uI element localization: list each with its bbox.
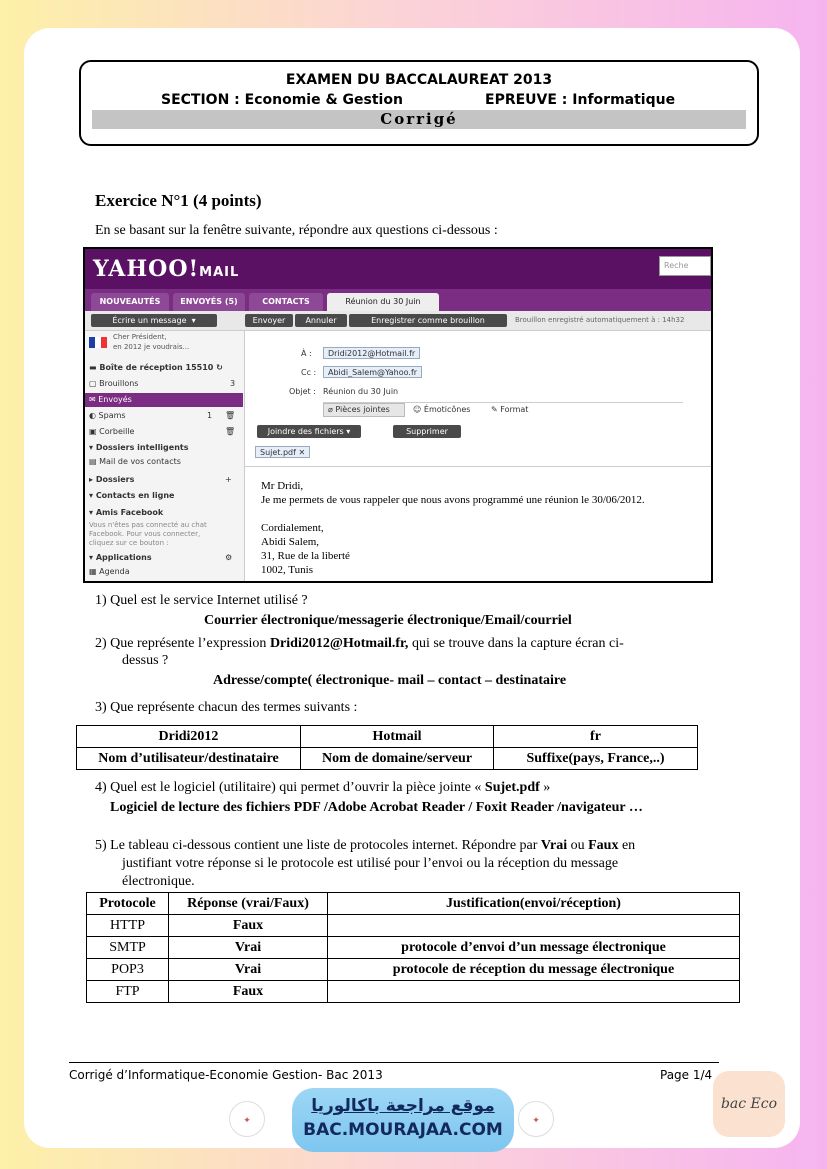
table-row: FTP Faux [87,981,740,1003]
drafts-count: 3 [230,379,236,388]
yahoo-mail-logo: YAHOO!MAIL [93,256,240,282]
promo-line-2: en 2012 je voudrais... [113,343,190,351]
question-4: 4) Quel est le logiciel (utilitaire) qui permet d’ouvrir la pièce jointe « Sujet.pdf » [95,780,551,795]
mail-header-bar [85,249,711,289]
contacts-icon: ▤ [89,457,97,466]
fb-note-3: cliquez sur ce bouton : [89,539,169,547]
exam-section: SECTION : Economie & Gestion [161,92,403,108]
term-value-domain: Nom de domaine/serveur [301,748,494,770]
tab-reunion[interactable]: Réunion du 30 Juin [327,293,439,311]
mail-tabs [85,289,711,311]
table-row: SMTP Vrai protocole d’envoi d’un message électronique [87,937,740,959]
mail-toolbar [85,311,711,331]
question-3: 3) Que représente chacun des termes suivants : [95,700,358,715]
footer-title: Corrigé d’Informatique-Economie Gestion- Bac 2013 [69,1068,383,1082]
protocol-table [86,892,740,1003]
footer-rule [69,1062,719,1063]
exam-title: EXAMEN DU BACCALAUREAT 2013 [285,72,553,88]
mail-sidebar [85,331,245,583]
corrige-banner: Corrigé [92,110,746,129]
sidebar-folders[interactable]: ▸ Dossiers [89,475,135,484]
sidebar-item-inbox[interactable]: ▬ Boîte de réception 15510 ↻ [89,363,223,372]
gear-icon[interactable]: ⚙ [225,553,233,562]
shield-icon: ◐ [89,411,96,420]
question-2-cont: dessus ? [122,653,169,668]
smiley-icon: ☺ [413,405,422,414]
answer-4: Logiciel de lecture des fichiers PDF /Adobe Acrobat Reader / Foxit Reader /navigateur … [110,800,643,815]
sidebar-item-contacts-mail[interactable]: ▤ Mail de vos contacts [89,457,181,466]
inbox-icon: ▬ [89,363,97,372]
sidebar-facebook[interactable]: ▾ Amis Facebook [89,508,164,517]
fb-note-2: Facebook. Pour vous connecter, [89,530,201,538]
site-logo-icon: ✦ [229,1101,265,1137]
term-value-user: Nom d’utilisateur/destinataire [77,748,301,770]
document-page [24,28,800,1148]
paperclip-icon: ⌀ [328,405,333,414]
message-body[interactable]: Mr Dridi, Je me permets de vous rappeler que nous avons programmé une réunion le 30/06/2012. Cordialement, Abidi Salem, 31, Rue de la liberté 1002, Tunis [261,480,645,576]
question-5-line-3: électronique. [122,874,195,889]
question-5-line-2: justifiant votre réponse si le protocole est utilisé pour l’envoi ou la réception du message [122,856,619,871]
draft-icon: ▢ [89,379,97,388]
sent-icon: ✉ [89,395,96,404]
question-1: 1) Quel est le service Internet utilisé ? [95,593,308,608]
spam-count: 1 [207,411,213,420]
term-header-suffix: fr [494,726,698,748]
sidebar-item-drafts[interactable]: ▢ Brouillons [89,379,139,388]
tab-format[interactable]: ✎ Format [491,405,529,414]
answer-2: Adresse/compte( électronique- mail – contact – destinataire [213,673,567,688]
attach-files-button[interactable]: Joindre des fichiers ▾ [257,425,361,438]
term-header-user: Dridi2012 [77,726,301,748]
promo-line-1: Cher Président, [113,333,167,341]
tab-attachments[interactable]: ⌀ Pièces jointes [323,403,405,417]
yahoo-mail-screenshot [83,247,713,583]
refresh-icon[interactable]: ↻ [216,363,223,372]
terms-table [76,725,698,770]
calendar-icon: ▦ [89,567,97,576]
subject-label: Objet : [289,387,316,396]
trash-icon: ▣ [89,427,97,436]
empty-spam-icon[interactable]: 🗑 [225,411,236,420]
to-field[interactable]: Dridi2012@Hotmail.fr [323,347,420,359]
sidebar-item-trash[interactable]: ▣ Corbeille [89,427,135,436]
sent-label: ✉ Envoyés [89,395,132,404]
question-2: 2) Que représente l’expression Dridi2012@Hotmail.fr, qui se trouve dans la capture écran ci- [95,636,624,651]
empty-trash-icon[interactable]: 🗑 [225,427,236,436]
attachment-chip[interactable]: Sujet.pdf ✕ [255,446,310,458]
bac-eco-logo: bac Eco [713,1071,785,1137]
site-logo-icon: ✦ [518,1101,554,1137]
close-icon[interactable]: ✕ [298,448,306,457]
page-number: Page 1/4 [660,1068,713,1082]
cc-label: Cc : [301,368,317,377]
write-message-button[interactable]: Écrire un message ▾ [91,314,217,327]
table-row: POP3 Vrai protocole de réception du message électronique [87,959,740,981]
site-url[interactable]: BAC.MOURAJAA.COM [303,1120,503,1140]
to-label: À : [301,349,312,358]
add-folder-icon[interactable]: + [225,475,232,484]
sidebar-item-spam[interactable]: ◐ Spams [89,411,126,420]
exercise-title: Exercice N°1 (4 points) [95,191,262,210]
tab-emoticons[interactable]: ☺ Émoticônes [413,405,471,414]
save-draft-button[interactable]: Enregistrer comme brouillon [349,314,507,327]
table-row: HTTP Faux [87,915,740,937]
term-header-domain: Hotmail [301,726,494,748]
cancel-button[interactable]: Annuler [295,314,347,327]
autosave-status: Brouillon enregistré automatiquement à : 14h32 [515,316,685,324]
answer-1: Courrier électronique/messagerie électronique/Email/courriel [204,613,572,628]
exercise-intro: En se basant sur la fenêtre suivante, répondre aux questions ci-dessous : [95,223,498,238]
site-name-arabic: موقع مراجعة باكالوريا [311,1096,495,1116]
search-input[interactable]: Reche [659,256,711,276]
send-button[interactable]: Envoyer [245,314,293,327]
pen-icon: ✎ [491,405,498,414]
tab-envoyes[interactable]: ENVOYÉS (5) [173,293,245,311]
exam-subject: EPREUVE : Informatique [485,92,676,108]
response-header: Réponse (vrai/Faux) [169,893,328,915]
term-value-suffix: Suffixe(pays, France,..) [494,748,698,770]
question-5: 5) Le tableau ci-dessous contient une liste de protocoles internet. Répondre par Vrai ou Faux en [95,838,636,853]
france-flag-icon [89,337,107,348]
delete-button[interactable]: Supprimer [393,425,461,438]
tab-nouveautes[interactable]: NOUVEAUTÉS [91,293,169,311]
site-banner[interactable] [292,1088,514,1152]
sidebar-item-agenda[interactable]: ▦ Agenda [89,567,130,576]
protocol-header: Protocole [87,893,169,915]
sidebar-applications[interactable]: ▾ Applications [89,553,152,562]
subject-field[interactable]: Réunion du 30 Juin [323,387,399,396]
fb-note-1: Vous n'êtes pas connecté au chat [89,521,207,529]
tab-contacts[interactable]: CONTACTS [249,293,323,311]
cc-field[interactable]: Abidi_Salem@Yahoo.fr [323,366,422,378]
sidebar-online-contacts[interactable]: ▾ Contacts en ligne [89,491,175,500]
exam-header [79,60,759,146]
justification-header: Justification(envoi/réception) [328,893,740,915]
sidebar-smart-folders[interactable]: ▾ Dossiers intelligents [89,443,189,452]
